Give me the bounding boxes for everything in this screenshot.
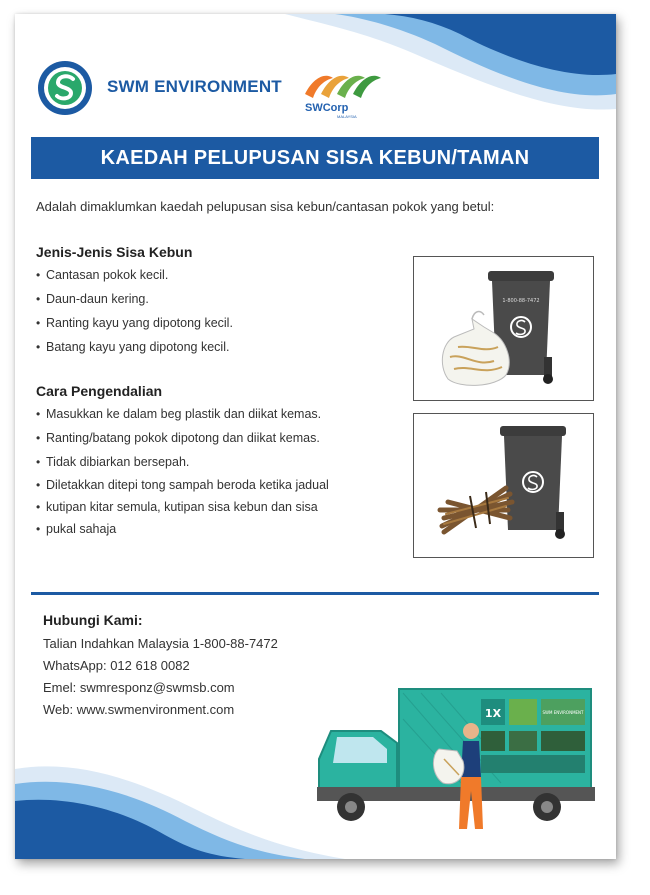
waste-types-list: [36, 263, 233, 359]
bin-with-bag-illustration: [414, 257, 593, 400]
illustration-bin-with-bag: [413, 256, 594, 401]
list-item: • Ranting/batang pokok dipotong dan diikat kemas.: [36, 426, 329, 450]
section-heading-types: Jenis-Jenis Sisa Kebun: [36, 244, 193, 260]
list-item: • Cantasan pokok kecil.: [36, 263, 233, 287]
list-item: • Ranting kayu yang dipotong kecil.: [36, 311, 233, 335]
list-item: • Masukkan ke dalam beg plastik dan diikat kemas.: [36, 402, 329, 426]
brand-name: SWM ENVIRONMENT: [107, 77, 282, 96]
swcorp-logo-text: SWCorp: [305, 102, 349, 114]
contact-hotline: Talian Indahkan Malaysia 1-800-88-7472: [43, 636, 278, 651]
list-item: • Diletakkan ditepi tong sampah beroda ketika jadual: [36, 474, 329, 496]
truck-panel-badge: 1X: [484, 707, 502, 720]
truck-panel-brand: SWM ENVIRONMENT: [542, 710, 584, 715]
intro-text: Adalah dimaklumkan kaedah pelupusan sisa kebun/cantasan pokok yang betul:: [36, 199, 495, 214]
swcorp-logo-subtext: MALAYSIA: [337, 114, 357, 119]
contact-whatsapp: WhatsApp: 012 618 0082: [43, 658, 190, 673]
bin-with-wood-illustration: [414, 414, 593, 557]
list-item-text: kutipan kitar semula, kutipan sisa kebun dan sisa: [46, 500, 318, 514]
list-item: • Batang kayu yang dipotong kecil.: [36, 335, 233, 359]
contact-email: Emel: swmresponz@swmsb.com: [43, 680, 235, 695]
list-item: • Daun-daun kering.: [36, 287, 233, 311]
section-divider: [31, 592, 599, 595]
poster: [15, 14, 616, 859]
contact-heading: Hubungi Kami:: [43, 612, 143, 628]
list-item-continuation: [36, 518, 329, 540]
page-title: KAEDAH PELUPUSAN SISA KEBUN/TAMAN: [100, 146, 530, 169]
bin-label: 1-800-88-7472: [502, 298, 540, 304]
list-item-continuation: [36, 496, 329, 518]
handling-list: [36, 402, 329, 540]
swm-logo-icon: [37, 60, 93, 116]
contact-web: Web: www.swmenvironment.com: [43, 702, 235, 717]
list-item: • Tidak dibiarkan bersepah.: [36, 450, 329, 474]
garbage-truck-illustration: [311, 679, 601, 849]
section-heading-handling: Cara Pengendalian: [36, 383, 163, 399]
title-banner: [31, 137, 599, 179]
list-item-text: pukal sahaja: [46, 522, 117, 536]
illustration-bin-with-wood: [413, 413, 594, 558]
